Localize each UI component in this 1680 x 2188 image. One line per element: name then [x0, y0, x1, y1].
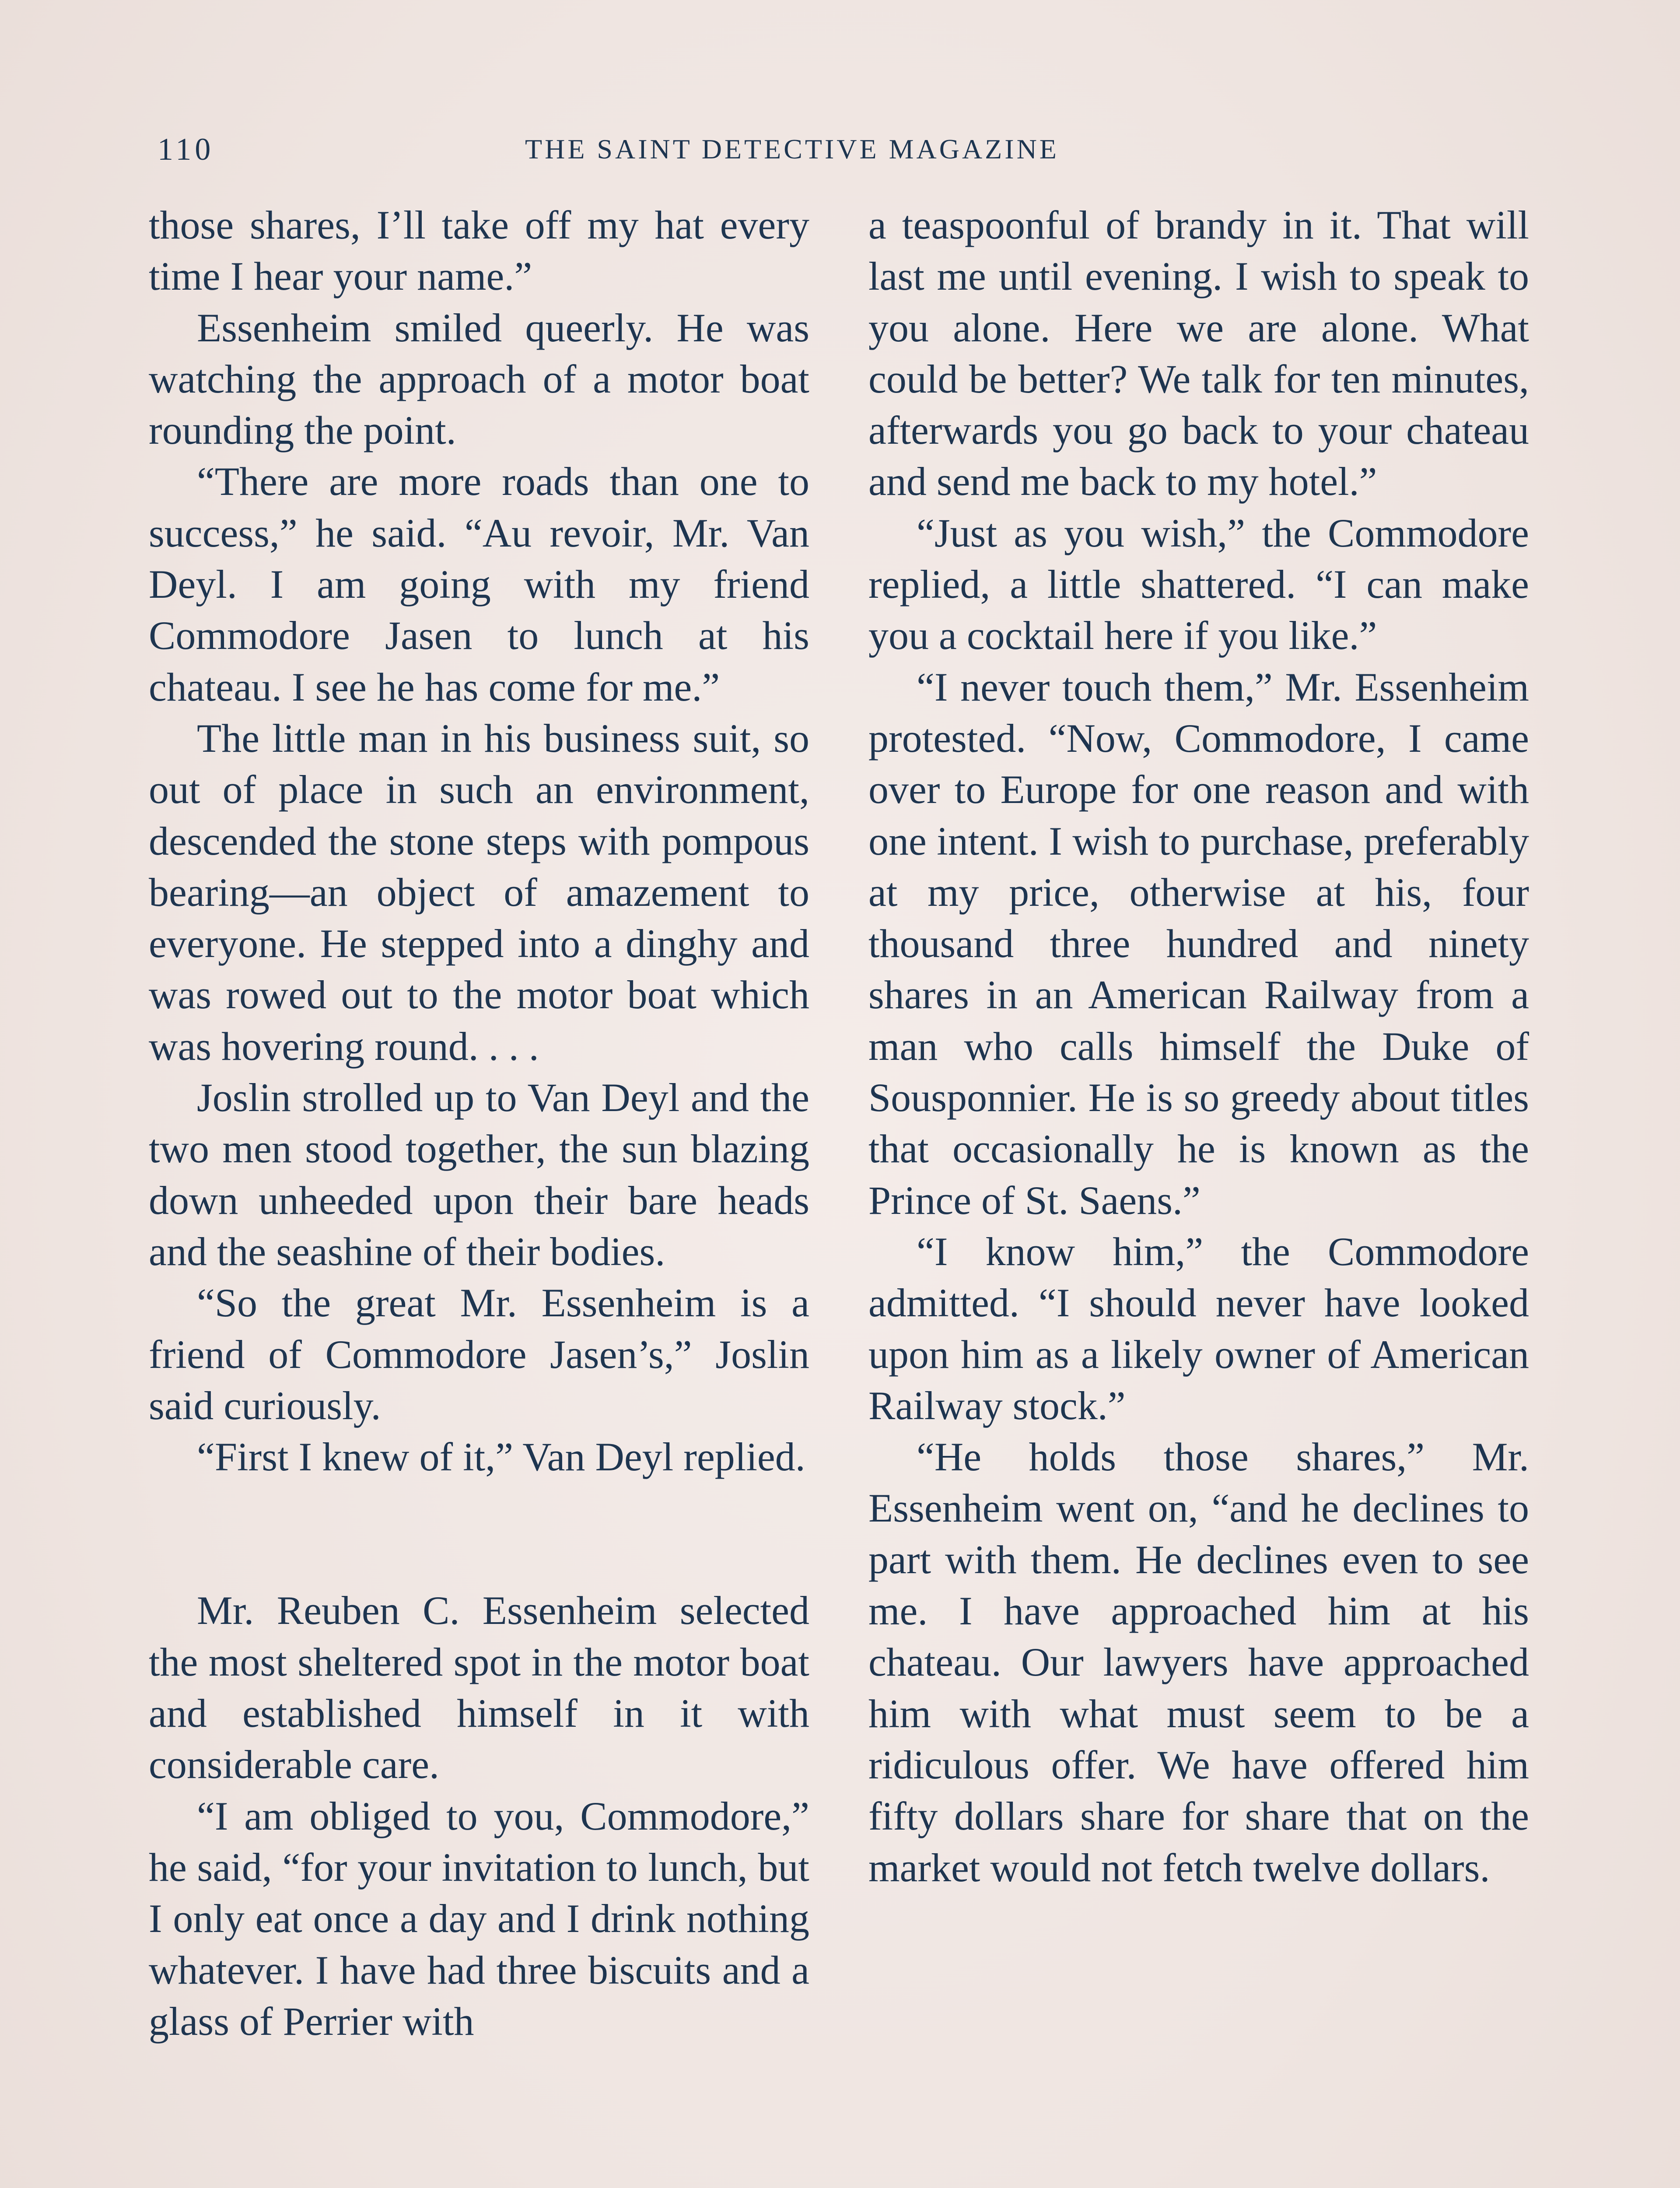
page-number: 110 — [158, 132, 214, 167]
paragraph: “I am obliged to you, Commodore,” he said, “for your invitation to lunch, but I only eat once a day and I drink nothing whatever. I have had three biscuits and a glass of Perrier with — [149, 1793, 809, 2044]
paragraph: “Just as you wish,” the Commodore replied, a little shattered. “I can make you a cocktail here if you like.” — [868, 510, 1529, 658]
page-header — [158, 131, 1190, 179]
paragraph: “I know him,” the Commodore admitted. “I should never have looked upon him as a likely owner of American Railway stock.” — [868, 1229, 1529, 1428]
paragraph: “First I knew of it,” Van Deyl replied. — [197, 1434, 805, 1480]
paragraph: “He holds those shares,” Mr. Essenheim went on, “and he declines to part with them. He declines even to see me. I have approached him at his chateau. Our lawyers have approached him with what must seem to be a ridiculous offer. We have offered him fifty dollars share for share that on the market would not fetch twelve dollars. — [868, 1434, 1529, 1890]
paragraph: Essenheim smiled queerly. He was watching the approach of a motor boat rounding the point. — [149, 305, 809, 453]
paragraph: “I never touch them,” Mr. Essenheim protested. “Now, Commodore, I came over to Europe for one reason and with one intent. I wish to purchase, preferably at my price, otherwise at his, four thousand three hundred and ninety shares in an American Railway from a man who calls himself the Duke of Sousponnier. He is so greedy about titles that occasionally he is known as the Prince of St. Saens.” — [868, 664, 1529, 1223]
paragraph: The little man in his business suit, so out of place in such an environment, descended the stone steps with pompous bearing—an object of amazement to everyone. He stepped into a dinghy and was rowed out to the motor boat which was hovering round. . . . — [149, 715, 809, 1069]
paragraph: Mr. Reuben C. Essenheim selected the most sheltered spot in the motor boat and established himself in it with considerable care. — [149, 1588, 809, 1787]
paragraph: “There are more roads than one to success,” he said. “Au revoir, Mr. Van Deyl. I am going with my friend Commodore Jasen to lunch at his chateau. I see he has come for me.” — [149, 459, 809, 709]
running-title: THE SAINT DETECTIVE MAGAZINE — [525, 133, 1059, 165]
paragraph: those shares, I’ll take off my hat every time I hear your name.” — [149, 203, 809, 299]
paragraph: “So the great Mr. Essenheim is a friend of Commodore Jasen’s,” Joslin said curiously. — [149, 1280, 809, 1428]
paragraph: a teaspoonful of brandy in it. That will last me until evening. I wish to speak to you alone. Here we are alone. What could be better? We talk for ten minutes, afterwards you go back to your chateau and send me back to my hotel.” — [868, 203, 1529, 504]
paragraph: Joslin strolled up to Van Deyl and the two men stood together, the sun blazing down unheeded upon their bare heads and the seashine of their bodies. — [149, 1075, 809, 1274]
right-text-column — [868, 200, 1529, 1893]
left-text-column — [149, 200, 809, 2047]
